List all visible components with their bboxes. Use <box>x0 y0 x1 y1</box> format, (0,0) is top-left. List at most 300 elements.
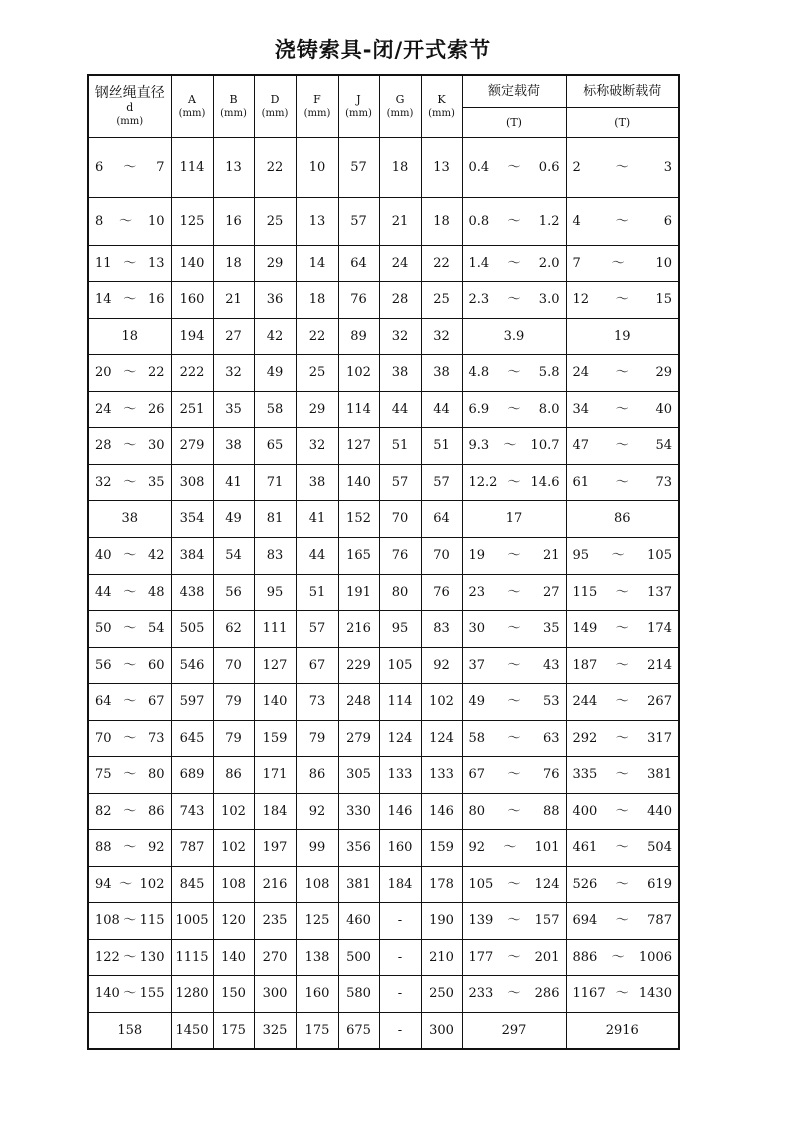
cell-b: 108 <box>213 866 254 902</box>
cell-breaking-load <box>566 197 679 245</box>
cell-b: 79 <box>213 720 254 756</box>
range-separator: ～ <box>615 584 629 600</box>
cell-rope-diameter-max: 67 <box>147 694 165 709</box>
cell-rated-load-min: 4.8 <box>468 365 490 380</box>
cell-rope-diameter-max: 73 <box>147 730 165 746</box>
range-separator: ～ <box>123 255 137 271</box>
cell-rated-load-max: 76 <box>542 767 560 782</box>
range-separator: ～ <box>615 803 629 819</box>
cell-d: 29 <box>254 245 296 281</box>
cell-b: 62 <box>213 610 254 647</box>
cell-rope-diameter-max: 7 <box>156 159 165 175</box>
cell-rated-load <box>462 939 566 975</box>
cell-rope-diameter-max: 26 <box>147 401 165 417</box>
range-separator: ～ <box>615 876 629 892</box>
cell-breaking-load-value: 2916 <box>605 1022 639 1038</box>
range-separator: ～ <box>507 548 521 563</box>
cell-b: 54 <box>213 537 254 574</box>
cell-rated-load-max: 157 <box>534 913 560 928</box>
cell-g: 114 <box>379 683 421 720</box>
cell-breaking-load-max: 137 <box>647 584 672 600</box>
cell-rated-load-max: 43 <box>542 657 560 673</box>
cell-rated-load-min: 139 <box>468 913 494 928</box>
range-separator: ～ <box>123 292 137 307</box>
cell-b: 140 <box>213 939 254 975</box>
cell-rope-diameter <box>88 427 171 464</box>
range-separator: ～ <box>507 365 521 380</box>
cell-f: 160 <box>296 975 338 1012</box>
cell-f: 44 <box>296 537 338 574</box>
cell-j: 305 <box>338 756 379 793</box>
range-separator: ～ <box>123 803 137 819</box>
cell-rated-load <box>462 829 566 866</box>
cell-breaking-load-max: 1430 <box>638 986 672 1001</box>
cell-d: 235 <box>254 902 296 939</box>
cell-b: 175 <box>213 1012 254 1049</box>
cell-f: 10 <box>296 137 338 197</box>
cell-rope-diameter <box>88 197 171 245</box>
cell-breaking-load-min: 7 <box>572 255 581 271</box>
cell-rope-diameter <box>88 975 171 1012</box>
cell-g: 160 <box>379 829 421 866</box>
cell-rope-diameter-min: 32 <box>95 474 112 490</box>
range-separator: ～ <box>615 292 629 307</box>
cell-d: 42 <box>254 318 296 354</box>
table-row <box>88 318 679 354</box>
range-separator: ～ <box>123 657 137 673</box>
header-d-unit: (mm) <box>116 115 144 127</box>
cell-f: 13 <box>296 197 338 245</box>
header-col-k: K (mm) <box>421 75 462 137</box>
cell-rope-diameter <box>88 829 171 866</box>
cell-rated-load-min: 80 <box>468 803 486 819</box>
table-row <box>88 500 679 537</box>
cell-k: 83 <box>421 610 462 647</box>
cell-breaking-load <box>566 391 679 427</box>
cell-breaking-load-min: 187 <box>572 657 598 673</box>
cell-k: 76 <box>421 574 462 610</box>
cell-rope-diameter <box>88 137 171 197</box>
cell-b: 16 <box>213 197 254 245</box>
table-row <box>88 902 679 939</box>
cell-breaking-load-min: 400 <box>572 803 598 819</box>
table-row <box>88 137 679 197</box>
cell-breaking-load-min: 244 <box>572 694 598 709</box>
cell-breaking-load <box>566 354 679 391</box>
cell-j: 580 <box>338 975 379 1012</box>
cell-breaking-load <box>566 245 679 281</box>
cell-rated-load-min: 92 <box>468 840 486 855</box>
cell-rated-load-value: 3.9 <box>503 328 525 344</box>
cell-k: 92 <box>421 647 462 683</box>
cell-g: 80 <box>379 574 421 610</box>
cell-rated-load <box>462 427 566 464</box>
range-separator: ～ <box>123 365 137 380</box>
cell-g: 44 <box>379 391 421 427</box>
cell-breaking-load <box>566 939 679 975</box>
range-separator: ～ <box>123 621 137 636</box>
cell-f: 38 <box>296 464 338 500</box>
range-separator: ～ <box>615 365 629 380</box>
cell-rope-diameter-max: 22 <box>147 365 165 380</box>
cell-breaking-load-max: 317 <box>647 730 672 746</box>
cell-g: 28 <box>379 281 421 318</box>
cell-a: 308 <box>171 464 213 500</box>
cell-rope-diameter-min: 6 <box>95 159 104 175</box>
range-separator: ～ <box>615 730 629 746</box>
cell-rope-diameter-max: 10 <box>147 213 165 229</box>
cell-rated-load-min: 23 <box>468 584 486 600</box>
range-separator: ～ <box>615 694 629 709</box>
cell-rope-diameter <box>88 1012 171 1049</box>
cell-breaking-load-min: 61 <box>572 474 590 490</box>
table-row <box>88 427 679 464</box>
cell-g: - <box>379 975 421 1012</box>
cell-b: 13 <box>213 137 254 197</box>
cell-breaking-load-min: 34 <box>572 401 590 417</box>
cell-rope-diameter <box>88 866 171 902</box>
cell-rope-diameter <box>88 318 171 354</box>
cell-g: 184 <box>379 866 421 902</box>
cell-f: 138 <box>296 939 338 975</box>
header-rated-load: 额定载荷 <box>462 75 566 107</box>
cell-rated-load <box>462 720 566 756</box>
cell-k: 146 <box>421 793 462 829</box>
cell-rope-diameter-max: 102 <box>139 876 165 892</box>
cell-g: 18 <box>379 137 421 197</box>
cell-rated-load-max: 21 <box>542 548 560 563</box>
range-separator: ～ <box>119 876 133 892</box>
cell-a: 505 <box>171 610 213 647</box>
cell-k: 32 <box>421 318 462 354</box>
range-separator: ～ <box>507 255 521 271</box>
header-col-g: G (mm) <box>379 75 421 137</box>
cell-rated-load <box>462 197 566 245</box>
cell-rope-diameter-max: 16 <box>147 292 165 307</box>
cell-rope-diameter-max: 54 <box>147 621 165 636</box>
cell-rated-load <box>462 537 566 574</box>
cell-rope-diameter-min: 140 <box>95 986 120 1001</box>
cell-breaking-load-min: 95 <box>572 548 590 563</box>
cell-b: 79 <box>213 683 254 720</box>
cell-breaking-load-min: 24 <box>572 365 590 380</box>
table-row <box>88 281 679 318</box>
cell-g: - <box>379 1012 421 1049</box>
cell-g: 24 <box>379 245 421 281</box>
cell-breaking-load <box>566 427 679 464</box>
cell-rope-diameter-min: 50 <box>95 621 112 636</box>
cell-breaking-load-min: 47 <box>572 438 590 453</box>
cell-f: 175 <box>296 1012 338 1049</box>
cell-rope-diameter <box>88 574 171 610</box>
cell-d: 22 <box>254 137 296 197</box>
cell-rope-diameter-min: 40 <box>95 548 112 563</box>
cell-rated-load-min: 0.8 <box>468 213 490 229</box>
cell-a: 251 <box>171 391 213 427</box>
cell-rope-diameter <box>88 902 171 939</box>
range-separator: ～ <box>507 730 521 746</box>
cell-g: 51 <box>379 427 421 464</box>
cell-rated-load-max: 10.7 <box>530 438 560 453</box>
cell-g: 105 <box>379 647 421 683</box>
cell-a: 384 <box>171 537 213 574</box>
cell-g: 133 <box>379 756 421 793</box>
cell-rated-load-max: 35 <box>542 621 560 636</box>
cell-rope-diameter <box>88 683 171 720</box>
cell-f: 25 <box>296 354 338 391</box>
cell-rated-load-min: 177 <box>468 949 494 965</box>
cell-rope-diameter-max: 92 <box>147 840 165 855</box>
cell-j: 140 <box>338 464 379 500</box>
cell-k: 190 <box>421 902 462 939</box>
range-separator: ～ <box>123 401 137 417</box>
cell-rope-diameter-min: 20 <box>95 365 112 380</box>
cell-k: 13 <box>421 137 462 197</box>
cell-j: 114 <box>338 391 379 427</box>
cell-rope-diameter <box>88 391 171 427</box>
cell-rated-load <box>462 610 566 647</box>
cell-g: 32 <box>379 318 421 354</box>
range-separator: ～ <box>615 213 629 229</box>
cell-breaking-load-max: 504 <box>647 840 672 855</box>
table-row <box>88 245 679 281</box>
cell-d: 81 <box>254 500 296 537</box>
cell-k: 178 <box>421 866 462 902</box>
header-breaking-load: 标称破断载荷 <box>566 75 679 107</box>
cell-rated-load <box>462 793 566 829</box>
cell-rated-load <box>462 354 566 391</box>
cell-breaking-load-min: 4 <box>572 213 581 229</box>
cell-a: 438 <box>171 574 213 610</box>
cell-k: 159 <box>421 829 462 866</box>
cell-rope-diameter <box>88 500 171 537</box>
cell-j: 57 <box>338 137 379 197</box>
cell-f: 79 <box>296 720 338 756</box>
cell-rated-load-max: 1.2 <box>538 213 560 229</box>
cell-a: 546 <box>171 647 213 683</box>
cell-a: 1450 <box>171 1012 213 1049</box>
cell-rated-load-min: 9.3 <box>468 438 490 453</box>
cell-b: 86 <box>213 756 254 793</box>
cell-breaking-load <box>566 975 679 1012</box>
range-separator: ～ <box>123 474 137 490</box>
cell-rated-load-max: 27 <box>542 584 560 600</box>
cell-breaking-load <box>566 137 679 197</box>
cell-d: 25 <box>254 197 296 245</box>
cell-g: 124 <box>379 720 421 756</box>
cell-a: 743 <box>171 793 213 829</box>
cell-d: 127 <box>254 647 296 683</box>
cell-d: 111 <box>254 610 296 647</box>
cell-b: 32 <box>213 354 254 391</box>
cell-j: 216 <box>338 610 379 647</box>
range-separator: ～ <box>507 949 521 965</box>
cell-breaking-load-max: 40 <box>655 401 672 417</box>
table-row <box>88 829 679 866</box>
cell-rope-diameter-max: 30 <box>147 438 165 453</box>
spec-table <box>87 74 680 1050</box>
cell-b: 18 <box>213 245 254 281</box>
cell-rated-load <box>462 281 566 318</box>
cell-f: 14 <box>296 245 338 281</box>
cell-breaking-load-min: 292 <box>572 730 598 746</box>
cell-k: 102 <box>421 683 462 720</box>
cell-breaking-load <box>566 902 679 939</box>
range-separator: ～ <box>507 694 521 709</box>
range-separator: ～ <box>615 438 629 453</box>
cell-breaking-load <box>566 281 679 318</box>
cell-j: 152 <box>338 500 379 537</box>
cell-rope-diameter <box>88 354 171 391</box>
cell-rated-load-min: 1.4 <box>468 255 490 271</box>
cell-rope-diameter <box>88 793 171 829</box>
cell-breaking-load <box>566 793 679 829</box>
cell-breaking-load-max: 54 <box>655 438 672 453</box>
cell-d: 49 <box>254 354 296 391</box>
cell-rope-diameter <box>88 464 171 500</box>
cell-j: 64 <box>338 245 379 281</box>
cell-f: 41 <box>296 500 338 537</box>
cell-rated-load <box>462 683 566 720</box>
cell-breaking-load-max: 619 <box>647 876 672 892</box>
cell-d: 71 <box>254 464 296 500</box>
cell-d: 58 <box>254 391 296 427</box>
cell-rope-diameter-max: 60 <box>147 657 165 673</box>
cell-g: 95 <box>379 610 421 647</box>
cell-breaking-load-min: 149 <box>572 621 598 636</box>
cell-g: 57 <box>379 464 421 500</box>
cell-rated-load-min: 233 <box>468 986 494 1001</box>
cell-rope-diameter-value: 158 <box>117 1022 143 1038</box>
cell-k: 300 <box>421 1012 462 1049</box>
cell-rope-diameter-value: 18 <box>121 328 139 344</box>
cell-a: 354 <box>171 500 213 537</box>
cell-d: 140 <box>254 683 296 720</box>
cell-j: 381 <box>338 866 379 902</box>
cell-rope-diameter-min: 64 <box>95 694 112 709</box>
cell-rated-load-min: 0.4 <box>468 159 490 175</box>
cell-b: 35 <box>213 391 254 427</box>
cell-f: 99 <box>296 829 338 866</box>
cell-j: 165 <box>338 537 379 574</box>
cell-breaking-load <box>566 647 679 683</box>
cell-breaking-load-min: 335 <box>572 767 598 782</box>
cell-breaking-load <box>566 829 679 866</box>
cell-rated-load-min: 30 <box>468 621 486 636</box>
cell-f: 57 <box>296 610 338 647</box>
cell-rope-diameter <box>88 245 171 281</box>
header-d-symbol: d <box>126 100 134 114</box>
range-separator: ～ <box>123 767 137 782</box>
range-separator: ～ <box>615 621 629 636</box>
range-separator: ～ <box>119 213 133 229</box>
cell-rated-load-value: 17 <box>505 511 523 526</box>
cell-g: 146 <box>379 793 421 829</box>
cell-breaking-load-max: 10 <box>655 255 672 271</box>
cell-k: 210 <box>421 939 462 975</box>
cell-b: 38 <box>213 427 254 464</box>
cell-rope-diameter-max: 80 <box>147 767 165 782</box>
page-title: 浇铸索具-闭/开式索节 <box>274 38 492 62</box>
cell-rope-diameter-max: 130 <box>139 949 165 965</box>
range-separator: ～ <box>615 840 629 855</box>
cell-rated-load <box>462 137 566 197</box>
range-separator: ～ <box>507 803 521 819</box>
table-row <box>88 354 679 391</box>
cell-breaking-load <box>566 683 679 720</box>
range-separator: ～ <box>507 401 521 417</box>
cell-k: 22 <box>421 245 462 281</box>
cell-rope-diameter-min: 28 <box>95 438 112 453</box>
cell-breaking-load-min: 115 <box>572 584 598 600</box>
cell-d: 197 <box>254 829 296 866</box>
cell-breaking-load <box>566 720 679 756</box>
cell-a: 1280 <box>171 975 213 1012</box>
cell-rated-load-max: 88 <box>542 803 560 819</box>
range-separator: ～ <box>615 986 629 1001</box>
cell-rope-diameter-min: 82 <box>95 803 112 819</box>
range-separator: ～ <box>507 876 521 892</box>
cell-j: 102 <box>338 354 379 391</box>
cell-rope-diameter-max: 42 <box>147 548 165 563</box>
cell-g: - <box>379 902 421 939</box>
header-breaking-unit: (T) <box>566 107 679 137</box>
cell-breaking-load-value: 86 <box>613 511 631 526</box>
range-separator: ～ <box>507 621 521 636</box>
cell-rated-load-max: 2.0 <box>538 255 560 271</box>
cell-rope-diameter-min: 24 <box>95 401 112 417</box>
cell-k: 51 <box>421 427 462 464</box>
table-row <box>88 574 679 610</box>
cell-f: 86 <box>296 756 338 793</box>
cell-d: 83 <box>254 537 296 574</box>
cell-breaking-load <box>566 500 679 537</box>
cell-rope-diameter-max: 86 <box>147 803 165 819</box>
cell-d: 216 <box>254 866 296 902</box>
table-row <box>88 756 679 793</box>
range-separator: ～ <box>615 474 629 490</box>
cell-rated-load-max: 14.6 <box>530 474 560 490</box>
cell-rated-load-max: 0.6 <box>538 159 560 175</box>
range-separator: ～ <box>507 986 521 1001</box>
cell-breaking-load-value: 19 <box>613 328 631 344</box>
cell-rated-load <box>462 500 566 537</box>
cell-breaking-load-max: 787 <box>647 913 672 928</box>
cell-rope-diameter-max: 155 <box>139 986 165 1001</box>
range-separator: ～ <box>507 474 521 490</box>
cell-d: 171 <box>254 756 296 793</box>
cell-k: 38 <box>421 354 462 391</box>
cell-b: 27 <box>213 318 254 354</box>
cell-rope-diameter-min: 122 <box>95 949 120 965</box>
cell-rated-load-max: 5.8 <box>538 365 560 380</box>
cell-j: 500 <box>338 939 379 975</box>
cell-breaking-load <box>566 464 679 500</box>
header-rated-unit: (T) <box>462 107 566 137</box>
cell-f: 67 <box>296 647 338 683</box>
cell-a: 787 <box>171 829 213 866</box>
cell-a: 140 <box>171 245 213 281</box>
cell-breaking-load-max: 29 <box>655 365 672 380</box>
table-row <box>88 537 679 574</box>
cell-rope-diameter-min: 70 <box>95 730 112 746</box>
cell-g: 70 <box>379 500 421 537</box>
cell-b: 70 <box>213 647 254 683</box>
cell-a: 222 <box>171 354 213 391</box>
cell-k: 57 <box>421 464 462 500</box>
cell-a: 689 <box>171 756 213 793</box>
range-separator: ～ <box>123 584 137 600</box>
